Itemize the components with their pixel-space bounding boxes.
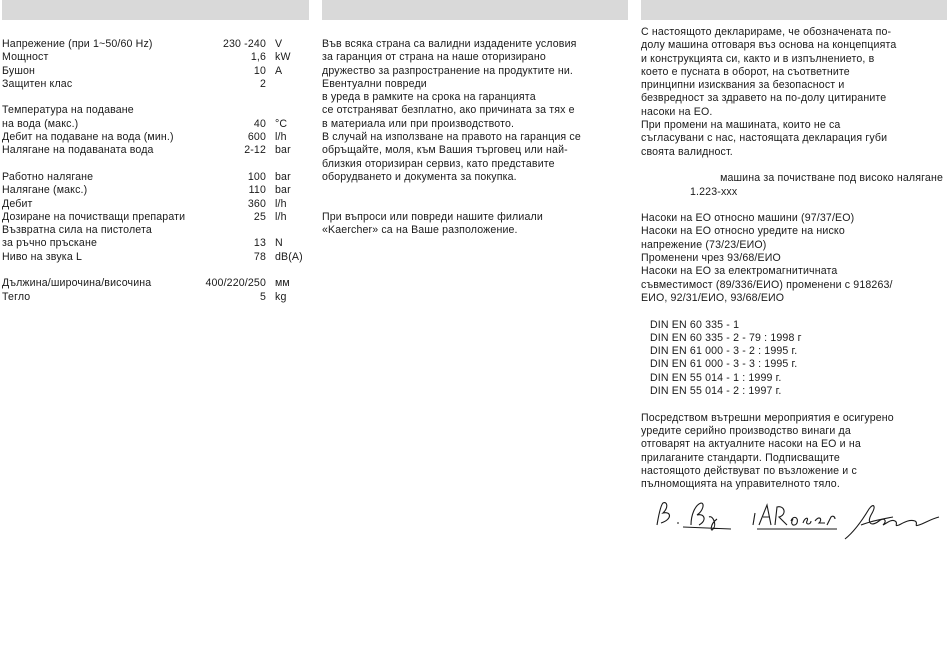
warranty-line: близкия оторизиран сервиз, като представите [322,157,555,170]
warranty-line: в уреда в рамките на срока на гаранцията [322,91,536,104]
declaration-line: съгласувани с нас, настоящата декларация губи [641,132,888,145]
spacer [2,158,309,171]
declaration-line: С настоящото декларираме, че обозначената по- [641,26,892,38]
spec-unit: мм [275,277,290,290]
spec-label: Възвратна сила на пистолета [2,224,152,237]
spec-unit: dB(A) [275,250,303,263]
declaration-line: При промени на машината, които не са [641,119,841,132]
spec-row [2,251,309,264]
declaration-line: принципни изисквания за безопасност и [641,79,845,92]
contact-line: «Kaercher» са на Ваше разположение. [322,224,518,237]
spec-table [2,38,309,304]
spec-value: 40 [253,117,266,130]
standard-line: DIN EN 61 000 - 3 - 2 : 1995 г. [650,345,798,358]
machine-number: 1.223-xxx [690,185,738,198]
spec-row [2,184,309,197]
spec-label: Бушон [2,64,36,77]
spec-unit: bar [275,184,291,197]
spec-unit [266,224,309,237]
directive-line: ЕИО, 92/31/ЕИО, 93/68/ЕИО [641,291,785,304]
spec-row [2,171,309,184]
closing-line: прилаганите стандарти. Подписващите [641,451,840,464]
signature-2 [749,495,839,535]
spec-row [2,211,309,224]
spec-value: 600 [247,131,266,144]
directive-line: Променени чрез 93/68/ЕИО [641,252,781,265]
spec-value: 78 [253,250,266,263]
spec-label: Температура на подаване [2,104,134,117]
spacer [322,184,628,211]
spec-row [2,118,309,131]
spec-unit: A [275,64,283,77]
spec-value [202,224,266,237]
declaration-line: насоки на ЕО. [641,105,713,118]
spec-value: 2 [259,77,266,90]
spec-row [2,277,309,290]
spec-unit: kW [275,51,291,64]
spec-unit: l/h [275,197,287,210]
spec-value: 13 [253,237,266,250]
directive-line: напрежение (73/23/ЕИО) [641,238,767,251]
spec-value: 5 [259,290,266,303]
warranty-column [322,0,628,237]
spec-row [2,291,309,304]
spec-row [2,38,309,51]
declaration-line: което е пусната в оборот, на съответните [641,65,850,78]
declaration-line: безвредност за здравето на по-долу цитираните [641,92,887,105]
warranty-line: дружество за разпространение на продуктите ни. [322,64,574,77]
closing-line: Посредством вътрешни мероприятия е осигурено [641,411,894,424]
spec-unit: l/h [275,131,287,144]
spec-value [202,104,266,117]
spacer [2,264,309,277]
spec-row [2,78,309,91]
spec-row [2,237,309,250]
warranty-line: за гаранция от страна на наше оторизирано [322,51,546,64]
declaration-column [641,0,947,543]
spec-label: Налягане на подаваната вода [2,144,154,157]
contact-line: При въпроси или повреди нашите филиали [322,210,543,223]
closing-line: отговарят на актуалните насоки на ЕО и на [641,438,861,451]
spec-unit: V [275,38,283,50]
spec-value: 360 [247,197,266,210]
spec-label: Тегло [2,290,31,303]
signature-3 [841,495,941,543]
spec-label: Защитен клас [2,77,73,90]
signature-1 [651,495,731,535]
standard-line: DIN EN 60 335 - 1 [650,318,740,331]
directive-line: Насоки на ЕО относно уредите на ниско [641,225,845,238]
section-header-bar [2,0,309,20]
spec-label: Дебит [2,197,33,210]
signatures [641,495,947,543]
closing-line: уредите серийно производство винаги да [641,424,851,437]
spec-label: Дозиране на почистващи препарати [2,210,186,223]
spec-row [2,65,309,78]
section-header-bar [641,0,947,20]
spec-value: 110 [248,184,266,197]
closing-line: настоящото действуват по възложение и с [641,464,857,477]
spec-label: Ниво на звука L [2,250,82,263]
spec-label: Мощност [2,51,49,64]
spec-value: 10 [253,64,266,77]
spec-row [2,131,309,144]
spec-row [2,198,309,211]
warranty-line: Във всяка страна са валидни издадените условия [322,38,577,50]
machine-type: машина за почистване под високо налягане [720,172,943,185]
spec-label: Дължина/широчина/височина [2,277,152,290]
warranty-line: Евентуални повреди [322,77,427,90]
spec-label: за ръчно пръскане [2,237,98,250]
spec-label: Напрежение (при 1~50/60 Hz) [2,38,153,50]
spec-value: 25 [253,210,266,223]
section-header-bar [322,0,628,20]
declaration-line: своята валидност. [641,145,733,158]
spec-row [2,104,309,117]
spec-value: 1,6 [250,51,266,64]
standard-line: DIN EN 55 014 - 1 : 1999 г. [650,371,782,384]
spec-row [2,224,309,237]
spec-unit: N [275,237,283,250]
warranty-line: обръщайте, моля, към Вашия търговец или най- [322,144,568,157]
warranty-line: В случай на използване на правото на гаранция се [322,131,581,144]
standard-line: DIN EN 61 000 - 3 - 3 : 1995 г. [650,358,798,371]
directive-line: Насоки на ЕО относно машини (97/37/ЕО) [641,212,855,225]
spec-unit: °C [275,117,288,130]
standard-line: DIN EN 60 335 - 2 - 79 : 1998 г [650,331,802,344]
spacer [641,305,947,318]
standard-line: DIN EN 55 014 - 2 : 1997 г. [650,385,782,398]
warranty-text [322,38,628,237]
directive-line: Насоки на ЕО за електромагнитичната [641,265,838,278]
closing-line: пълномощията на управителното тяло. [641,478,840,491]
declaration-text [641,26,947,543]
spec-unit: bar [275,170,291,183]
spec-label: Работно налягане [2,170,94,183]
spec-value: 2-12 [244,144,266,157]
spec-row [2,51,309,64]
spec-unit: kg [275,290,287,303]
declaration-line: и конструкцията си, както и в изпълнението, в [641,52,875,65]
spec-value: 400/220/250 [205,277,266,290]
spec-unit [266,104,309,117]
spec-value: 230 -240 [222,38,266,50]
directive-line: съвместимост (89/336/ЕИО) променени с 918263/ [641,278,893,291]
warranty-line: оборудването и документа за покупка. [322,170,517,183]
spec-unit: l/h [275,210,287,223]
spacer [641,159,947,172]
spec-row [2,144,309,157]
spacer [641,398,947,411]
warranty-line: в материала или при производството. [322,117,515,130]
declaration-line: долу машина отговаря въз основа на концепцията [641,39,897,52]
spec-label: на вода (макс.) [2,117,79,130]
warranty-line: се отстраняват безплатно, ако причината за тях е [322,104,575,117]
technical-data-column [2,0,309,304]
spacer [2,91,309,104]
spec-label: Дебит на подаване на вода (мин.) [2,131,174,144]
spacer [641,199,947,212]
spec-unit [266,78,309,91]
spec-unit: bar [275,144,291,157]
spec-value: 100 [247,170,266,183]
spec-label: Налягане (макс.) [2,184,88,197]
